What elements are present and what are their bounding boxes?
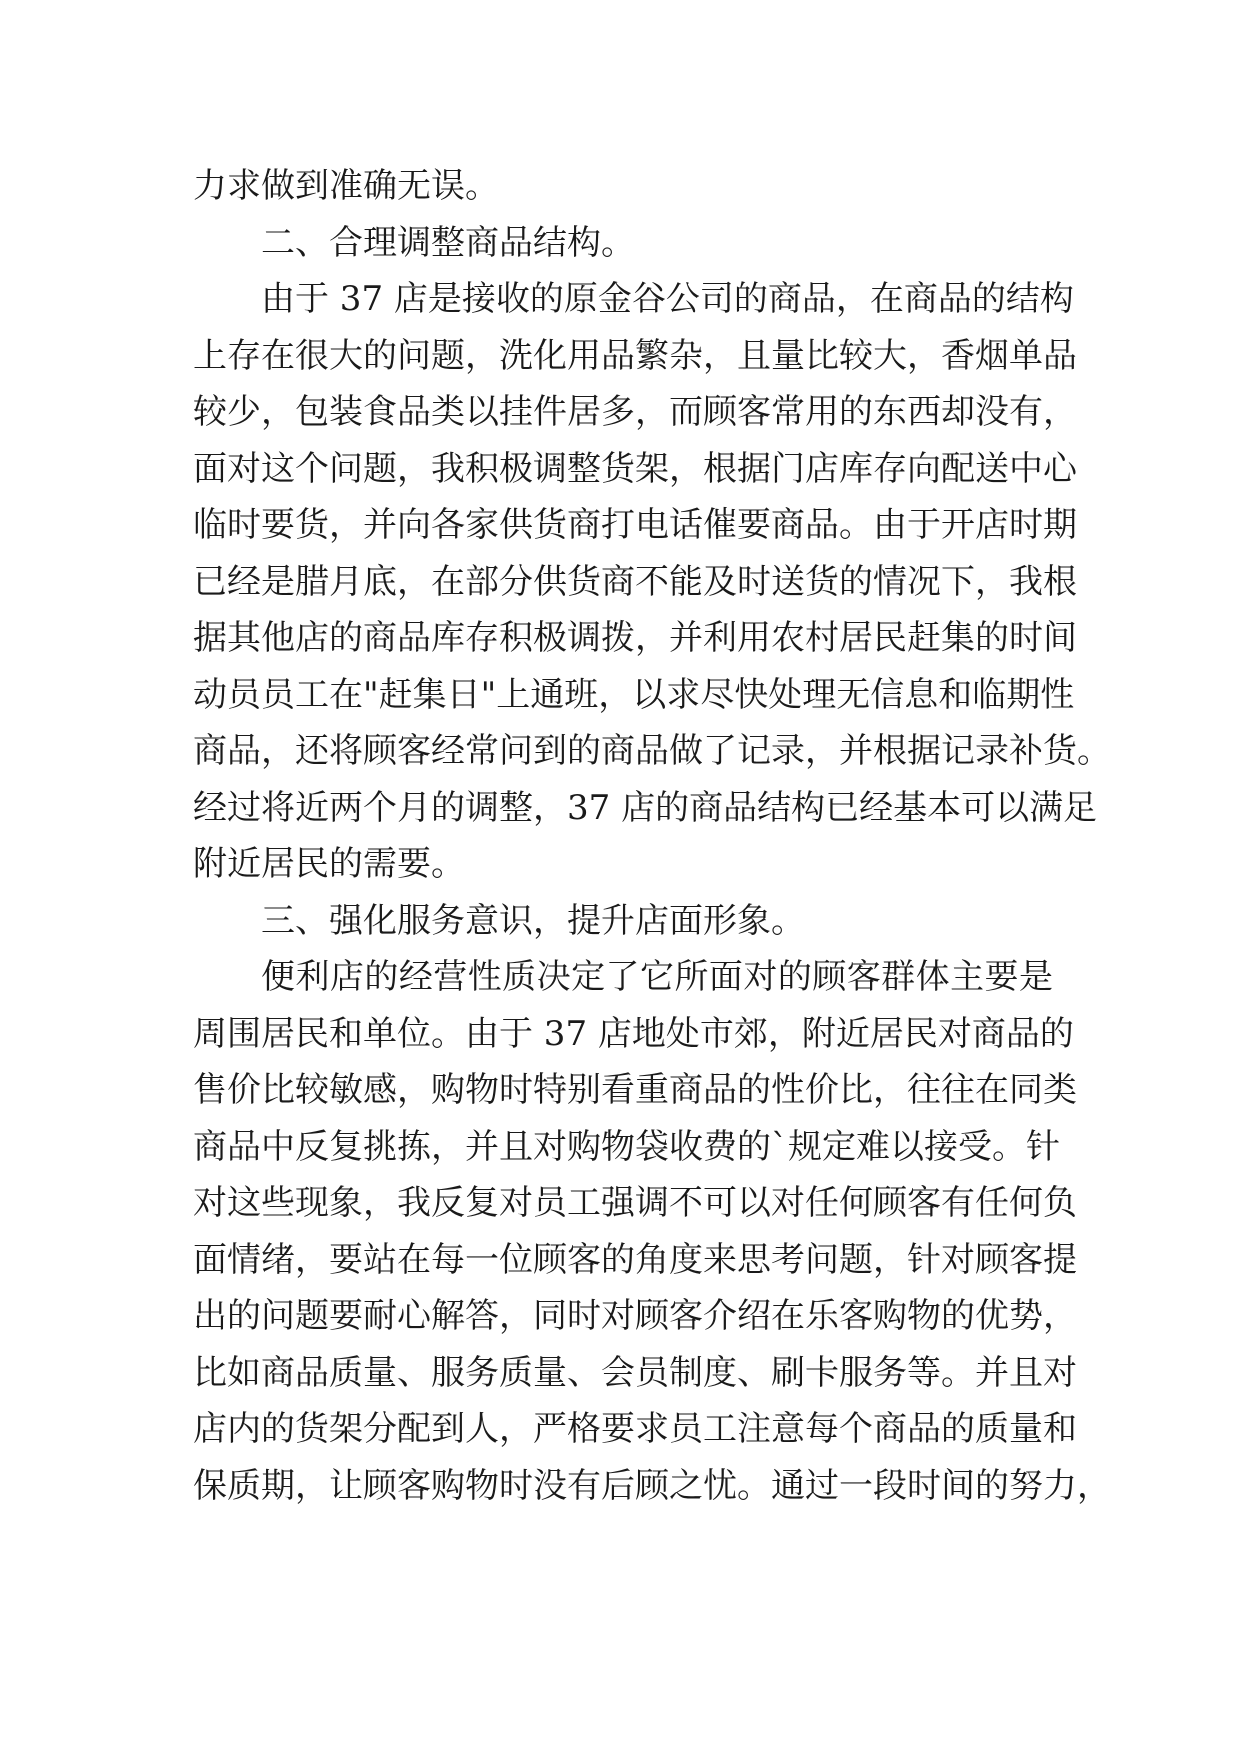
text-line: 据其他店的商品库存积极调拨，并利用农村居民赶集的时间 <box>193 618 1077 658</box>
text-line: 店内的货架分配到人，严格要求员工注意每个商品的质量和 <box>193 1409 1077 1449</box>
section-heading: 三、强化服务意识，提升店面形象。 <box>261 900 805 941</box>
text-line: 商品，还将顾客经常问到的商品做了记录，并根据记录补货。 <box>193 731 1111 771</box>
text-line: 面情绪，要站在每一位顾客的角度来思考问题，针对顾客提 <box>193 1239 1077 1280</box>
text-line: 面对这个问题，我积极调整货架，根据门店库存向配送中心 <box>193 448 1077 489</box>
text-line: 商品中反复挑拣，并且对购物袋收费的`规定难以接受。针 <box>193 1126 1060 1167</box>
text-line: 已经是腊月底，在部分供货商不能及时送货的情况下，我根 <box>193 561 1077 602</box>
text-line: 较少，包装食品类以挂件居多，而顾客常用的东西却没有， <box>193 392 1077 432</box>
text-line: 周围居民和单位。由于 37 店地处市郊，附近居民对商品的 <box>193 1013 1074 1054</box>
text-line: 比如商品质量、服务质量、会员制度、刷卡服务等。并且对 <box>193 1352 1077 1393</box>
text-line: 对这些现象，我反复对员工强调不可以对任何顾客有任何负 <box>193 1183 1077 1223</box>
text-line: 动员员工在"赶集日"上通班，以求尽快处理无信息和临期性 <box>193 674 1075 715</box>
text-line: 便利店的经营性质决定了它所面对的顾客群体主要是 <box>261 957 1053 997</box>
document-body <box>193 158 1111 1514</box>
text-line: 出的问题要耐心解答，同时对顾客介绍在乐客购物的优势， <box>193 1296 1077 1336</box>
text-line: 附近居民的需要。 <box>193 844 465 884</box>
text-line: 上存在很大的问题，洗化用品繁杂，且量比较大，香烟单品 <box>193 335 1077 376</box>
text-line: 保质期，让顾客购物时没有后顾之忧。通过一段时间的努力， <box>193 1465 1111 1506</box>
text-line: 经过将近两个月的调整，37 店的商品结构已经基本可以满足 <box>193 787 1098 828</box>
text-line: 临时要货，并向各家供货商打电话催要商品。由于开店时期 <box>193 505 1077 545</box>
text-line: 售价比较敏感，购物时特别看重商品的性价比，往往在同类 <box>193 1070 1077 1110</box>
text-line: 力求做到准确无误。 <box>193 166 499 206</box>
section-heading: 二、合理调整商品结构。 <box>261 222 635 263</box>
text-line: 由于 37 店是接收的原金谷公司的商品，在商品的结构 <box>261 279 1074 319</box>
